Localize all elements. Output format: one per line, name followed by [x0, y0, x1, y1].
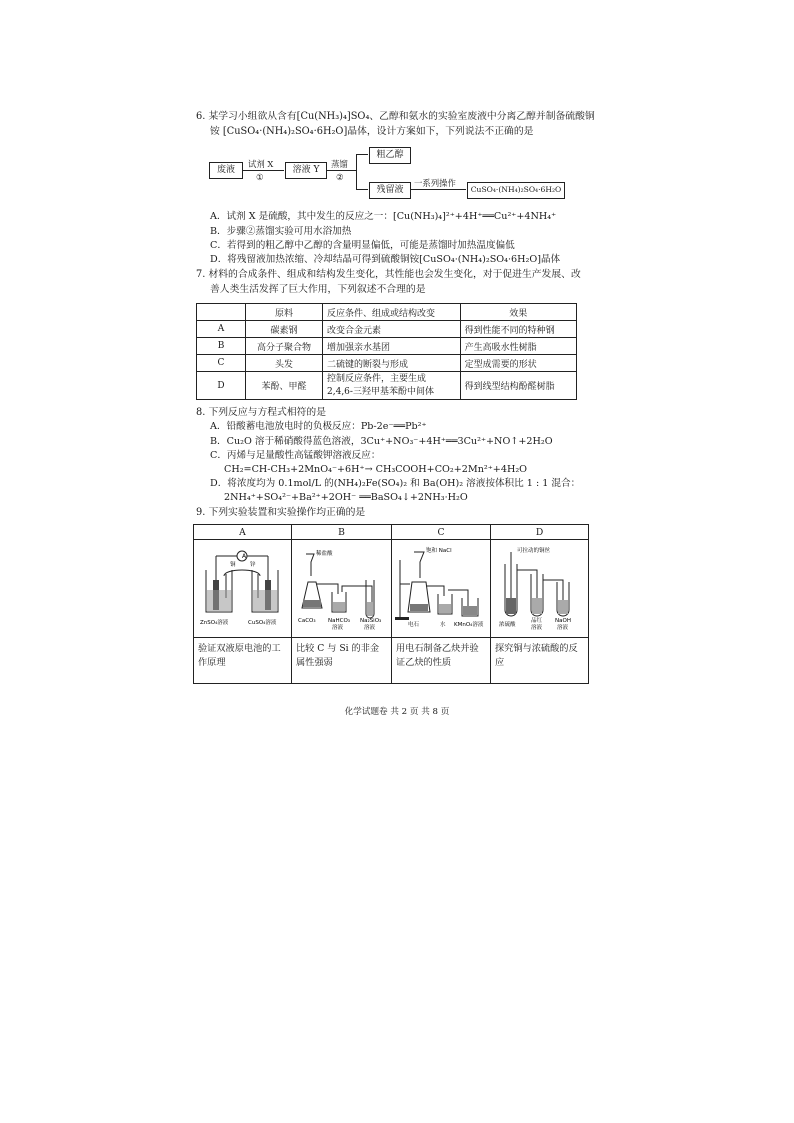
table-row: [197, 338, 577, 355]
carbon-silicon-diagram: [292, 540, 391, 634]
q6-stem-line1: 6. 某学习小组欲从含有[Cu(NH₃)₄]SO₄、乙醇和氨水的实验室废液中分离乙醇并制备硫酸铜: [196, 111, 595, 122]
q7-cell: D: [197, 372, 246, 400]
q9-th-d: D: [491, 525, 589, 540]
label-caco3: CaCO₃: [298, 618, 316, 624]
q9-apparatus-c: [392, 540, 491, 638]
q8-option-d: D．将浓度均为 0.1mol/L 的(NH₄)₂Fe(SO₄)₂ 和 Ba(OH)₂ 溶液按体积比 1 : 1 混合：: [210, 478, 581, 489]
q7-stem-line1: 7. 材料的合成条件、组成和结构发生变化，其性能也会发生变化，对于促进生产发展、改: [196, 269, 581, 280]
q6-option-a: A．试剂 X 是硫酸，其中发生的反应之一：[Cu(NH₃)₄]²⁺+4H⁺══Cu²⁺+4NH₄⁺: [210, 211, 557, 222]
q8-option-d-equation: 2NH₄⁺+SO₄²⁻+Ba²⁺+2OH⁻ ══BaSO₄↓+2NH₃·H₂O: [224, 492, 468, 503]
flow-residue-box: 残留液: [369, 182, 411, 199]
q8-option-c-equation: CH₂=CH-CH₃+2MnO₄⁻+6H⁺→ CH₃COOH+CO₂+2Mn²⁺+4H₂O: [224, 464, 528, 475]
flow-branch-line: [356, 154, 357, 190]
label-cuso4: CuSO₄溶液: [248, 620, 277, 626]
q7-stem-line2: 善人类生活发挥了巨大作用，下列叙述不合理的是: [210, 284, 426, 295]
flow-arrow-3: [410, 189, 466, 190]
acetylene-diagram: [392, 540, 490, 634]
label-nahco3: NaHCO₃: [328, 618, 350, 624]
q7-cell: 得到线型结构酚醛树脂: [460, 372, 576, 400]
galvanic-cell-diagram: [194, 540, 291, 634]
q9-caption-d: 探究铜与浓硫酸的反应: [491, 638, 589, 684]
label-magenta: 品红: [531, 618, 543, 624]
flow-branch-bottom: [356, 189, 368, 190]
flow-branch-top: [356, 154, 368, 155]
flow-arrow-1: [242, 170, 284, 171]
flow-solution-y-box: 溶液 Y: [285, 162, 327, 179]
page-footer: 化学试题卷 共 2 页 共 8 页: [344, 707, 450, 717]
flow-step2: ②: [336, 172, 344, 182]
label-conc-h2so4: 浓硫酸: [499, 622, 516, 628]
q9-th-b: B: [292, 525, 392, 540]
flow-series-ops: 一系列操作: [414, 178, 456, 188]
q8-option-a: A．铅酸蓄电池放电时的负极反应：Pb-2e⁻══Pb²⁺: [210, 421, 427, 432]
q6-option-c: C．若得到的粗乙醇中乙醇的含量明显偏低，可能是蒸馏时加热温度偏低: [210, 240, 515, 251]
label-nacl: 饱和 NaCl: [426, 548, 452, 554]
q7-th-blank: [197, 304, 246, 321]
q7-table: [196, 303, 577, 400]
q7-cell: 得到性能不同的特种钢: [460, 321, 576, 338]
q9-th-a: A: [194, 525, 292, 540]
table-row: [197, 372, 577, 400]
label-zinc: 锌: [250, 562, 256, 568]
q9-apparatus-b: [292, 540, 392, 638]
q9-stem: 9. 下列实验装置和实验操作均正确的是: [196, 507, 366, 518]
q8-option-c: C．丙烯与足量酸性高锰酸钾溶液反应：: [210, 450, 381, 461]
q6-stem-line2: 铵 [CuSO₄·(NH₄)₂SO₄·6H₂O]晶体，设计方案如下，下列说法不正确的是: [210, 126, 534, 137]
table-row: [197, 355, 577, 372]
q7-table-header: [197, 304, 577, 321]
q9-caption-c: 用电石制备乙炔并验证乙炔的性质: [392, 638, 491, 684]
q9-th-c: C: [392, 525, 491, 540]
q7-cell: 二硫键的断裂与形成: [323, 355, 461, 372]
flow-waste-box: 废液: [209, 162, 243, 179]
q7-th-effect: 效果: [460, 304, 576, 321]
label-water: 水: [440, 622, 446, 628]
label-naoh: NaOH: [555, 618, 571, 624]
label-na2sio3: Na₂SiO₃: [360, 618, 382, 624]
q7-cell: [323, 372, 461, 400]
q7-row-d-cond-line1: 控制反应条件，主要生成: [327, 373, 427, 384]
q8-stem: 8. 下列反应与方程式相符的是: [196, 407, 327, 418]
flow-distill: 蒸馏: [331, 159, 348, 169]
label-nahco3-solution: 溶液: [332, 625, 344, 631]
q9-apparatus-row: [194, 540, 589, 638]
label-kmno4: KMnO₄溶液: [454, 622, 484, 628]
q7-th-material: 原料: [246, 304, 323, 321]
q7-cell: 增加强亲水基团: [323, 338, 461, 355]
label-copper: 铜: [230, 562, 236, 568]
q7-cell: 产生高吸水性树脂: [460, 338, 576, 355]
q6-option-b: B．步骤②蒸馏实验可用水浴加热: [210, 226, 352, 237]
q9-caption-b: 比较 C 与 Si 的非金属性强弱: [292, 638, 392, 684]
q9-table-header: [194, 525, 589, 540]
label-naoh-solution: 溶液: [557, 625, 569, 631]
q8-option-b: B．Cu₂O 溶于稀硝酸得蓝色溶液，3Cu⁺+NO₃⁻+4H⁺══3Cu²⁺+NO↑+2H₂O: [210, 436, 553, 447]
flow-arrow-2: [326, 170, 356, 171]
flow-product-box: CuSO₄·(NH₄)₂SO₄·6H₂O: [467, 182, 565, 199]
q7-cell: B: [197, 338, 246, 355]
label-pullable-copper: 可拉动的铜丝: [517, 548, 551, 554]
q9-apparatus-d: [491, 540, 589, 638]
q7-row-d-cond-line2: 2,4,6-三羟甲基苯酚中间体: [327, 386, 434, 397]
q7-cell: 改变合金元素: [323, 321, 461, 338]
label-magenta-solution: 溶液: [531, 625, 543, 631]
label-hcl: 稀盐酸: [316, 551, 333, 557]
q7-cell: A: [197, 321, 246, 338]
table-row: [197, 321, 577, 338]
label-calcium-carbide: 电石: [408, 622, 420, 628]
galvanometer-label: A: [241, 553, 247, 560]
q9-caption-a: 验证双液原电池的工作原理: [194, 638, 292, 684]
flow-step1: ①: [256, 172, 264, 182]
label-znso4: ZnSO₄溶液: [200, 620, 229, 626]
q9-caption-row: [194, 638, 589, 684]
q7-cell: 碳素钢: [246, 321, 323, 338]
q9-apparatus-a: [194, 540, 292, 638]
q7-th-condition: 反应条件、组成或结构改变: [323, 304, 461, 321]
copper-sulfuric-diagram: [491, 540, 588, 634]
q7-cell: 定型成需要的形状: [460, 355, 576, 372]
q6-option-d: D．将残留液加热浓缩、冷却结晶可得到硫酸铜铵[CuSO₄·(NH₄)₂SO₄·6H₂O]晶体: [210, 254, 561, 265]
flow-reagent-x: 试剂 X: [248, 159, 274, 169]
q7-cell: 高分子聚合物: [246, 338, 323, 355]
flow-crude-ethanol-box: 粗乙醇: [369, 147, 411, 164]
q7-cell: C: [197, 355, 246, 372]
label-na2sio3-solution: 溶液: [364, 625, 376, 631]
q7-cell: 苯酚、甲醛: [246, 372, 323, 400]
q9-table: [193, 524, 589, 684]
q7-cell: 头发: [246, 355, 323, 372]
